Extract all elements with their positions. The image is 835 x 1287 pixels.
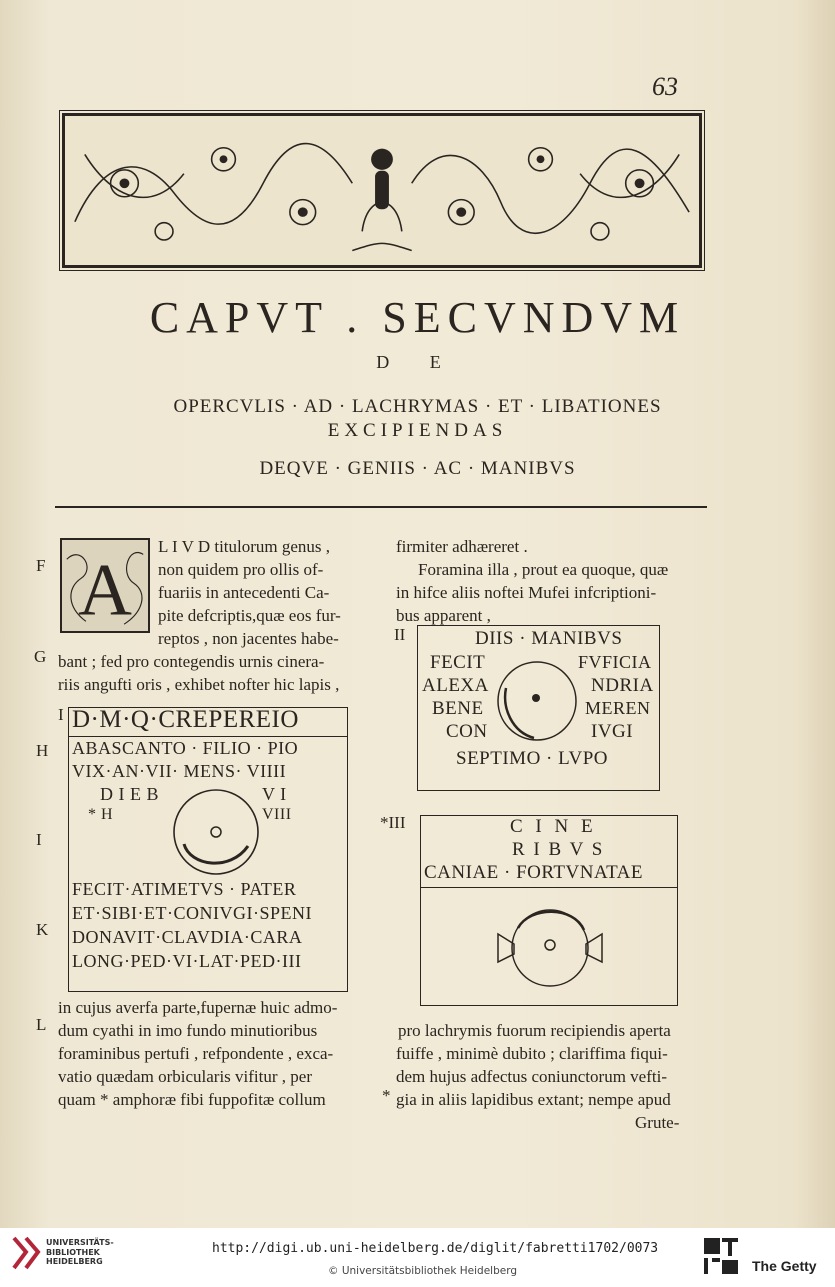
margin-letter-F: F	[36, 556, 46, 575]
ornamental-banner	[62, 113, 702, 268]
inscription-2-line-1: DIIS · MANIBVS	[475, 628, 623, 649]
left-para-after-4: vatio quædam orbicularis vifitur , per	[58, 1067, 312, 1086]
inscription-1-line-7: LONG·PED·VI·LAT·PED·III	[72, 951, 302, 971]
permalink-url[interactable]: http://digi.ub.uni-heidelberg.de/diglit/fabretti1702/0073	[212, 1241, 659, 1256]
getty-label: The Getty	[752, 1258, 817, 1274]
left-para-line-3: fuariis in antecedenti Ca-	[158, 583, 330, 602]
left-para-line-1: L I V D titulorum genus ,	[158, 537, 331, 556]
inscription-2-line-last: SEPTIMO · LVPO	[456, 748, 608, 769]
library-name-line-2: BIBLIOTHEK	[46, 1247, 100, 1257]
ub-heidelberg-logo-icon	[10, 1234, 42, 1274]
left-para-line-6: bant ; fed pro contegendis urnis cinera-	[58, 652, 325, 671]
inscription-3-line-3: CANIAE · FORTVNATAE	[424, 862, 643, 883]
inscription-1-line-4: FECIT·ATIMETVS · PATER	[72, 879, 297, 899]
heading-rule	[55, 506, 707, 508]
margin-letter-G: G	[34, 647, 47, 666]
left-para-after-5: quam * amphoræ fibi fuppofitæ collum	[58, 1090, 326, 1109]
right-para-line-1: firmiter adhæreret .	[396, 537, 528, 556]
copyright-notice: © Universitätsbibliothek Heidelberg	[328, 1265, 518, 1277]
inscription-2-basin-icon	[494, 658, 580, 744]
drop-cap-A	[60, 538, 150, 633]
svg-text:A: A	[78, 549, 132, 631]
inscription-1-basin-icon	[170, 786, 262, 878]
inscription-3-line-1: C I N E	[510, 816, 597, 837]
inscription-2-ndria: NDRIA	[591, 675, 654, 696]
inscription-1-line-6: DONAVIT·CLAVDIA·CARA	[72, 927, 303, 947]
left-para-after-2: dum cyathi in imo fundo minutioribus	[58, 1021, 318, 1040]
margin-letter-H: H	[36, 741, 49, 760]
left-para-after-1: in cujus averfa parte,fupernæ huic admo-	[58, 998, 338, 1017]
left-para-line-2: non quidem pro ollis of-	[158, 560, 324, 579]
right-para-bottom-2: fuiffe , minimè dubito ; clariffima fiqui-	[396, 1044, 668, 1063]
right-para-line-2: Foramina illa , prout ea quoque, quæ	[418, 560, 669, 579]
inscription-2-con: CON	[446, 721, 488, 742]
margin-letter-I-top: I	[58, 705, 64, 724]
inscription-3-divider	[420, 887, 678, 888]
inscription-2-bene: BENE	[432, 698, 484, 719]
library-name-line-3: HEIDELBERG	[46, 1257, 103, 1266]
right-para-bottom-1: pro lachrymis fuorum recipiendis aperta	[398, 1021, 671, 1040]
left-para-line-4: pite defcriptis,quæ eos fur-	[158, 606, 341, 625]
margin-asterisk: *	[382, 1086, 391, 1105]
right-para-bottom-3: dem hujus adfectus coniunctorum vefti-	[396, 1067, 667, 1086]
right-para-line-4: bus apparent ,	[396, 606, 491, 625]
inscription-1-viii: VIII	[262, 806, 292, 823]
inscription-2-fecit: FECIT	[430, 652, 486, 673]
right-para-line-3: in hifce aliis noftei Mufei infcriptioni-	[396, 583, 657, 602]
inscription-1-line-1: D·M·Q·CREPEREIO	[72, 706, 299, 733]
inscription-3-basin-icon	[494, 902, 606, 994]
right-para-bottom-4: gia in aliis lapidibus extant; nempe apud	[396, 1090, 671, 1109]
margin-numeral-II: II	[394, 625, 406, 644]
heading-de: D E	[376, 352, 459, 372]
left-para-line-5: reptos , non jacentes habe-	[158, 629, 339, 648]
getty-logo-icon	[702, 1236, 742, 1276]
inscription-2-alexa: ALEXA	[422, 675, 489, 696]
inscription-1-line-3: VIX·AN·VII· MENS· VIIII	[72, 761, 287, 781]
inscription-2-ivgi: IVGI	[591, 721, 634, 742]
heading-subtitle-3: DEQVE · GENIIS · AC · MANIBVS	[259, 458, 576, 479]
inscription-1-line-2: ABASCANTO · FILIO · PIO	[72, 738, 299, 758]
margin-letter-L: L	[36, 1015, 47, 1034]
left-para-line-7: riis angufti oris , exhibet nofter hic lapis ,	[58, 675, 340, 694]
inscription-1-dieb: D I E B	[100, 784, 159, 804]
inscription-3-line-2: R I B V S	[512, 839, 605, 860]
inscription-1-vi: V I	[262, 784, 287, 804]
page-number: 63	[652, 72, 678, 101]
left-para-after-3: foraminibus pertufi , refpondente , exca-	[58, 1044, 334, 1063]
catchword: Grute-	[635, 1113, 680, 1132]
margin-letter-K: K	[36, 920, 49, 939]
inscription-2-fvficia: FVFICIA	[578, 652, 652, 672]
library-name-line-1: UNIVERSITÄTS-	[46, 1238, 114, 1247]
inscription-2-meren: MEREN	[585, 698, 651, 718]
viewer-footer	[0, 1228, 835, 1287]
library-name	[46, 1238, 114, 1267]
chapter-title: CAPVT . SECVNDVM	[149, 293, 686, 342]
margin-letter-I-mid: I	[36, 830, 42, 849]
heading-subtitle-2: EXCIPIENDAS	[327, 420, 508, 441]
inscription-1-line-5: ET·SIBI·ET·CONIVGI·SPENI	[72, 903, 312, 923]
inscription-1-h: * H	[88, 806, 114, 823]
margin-numeral-III: *III	[380, 813, 406, 832]
heading-subtitle-1: OPERCVLIS · AD · LACHRYMAS · ET · LIBATIONES	[173, 396, 662, 417]
inscription-1-divider	[68, 736, 348, 737]
